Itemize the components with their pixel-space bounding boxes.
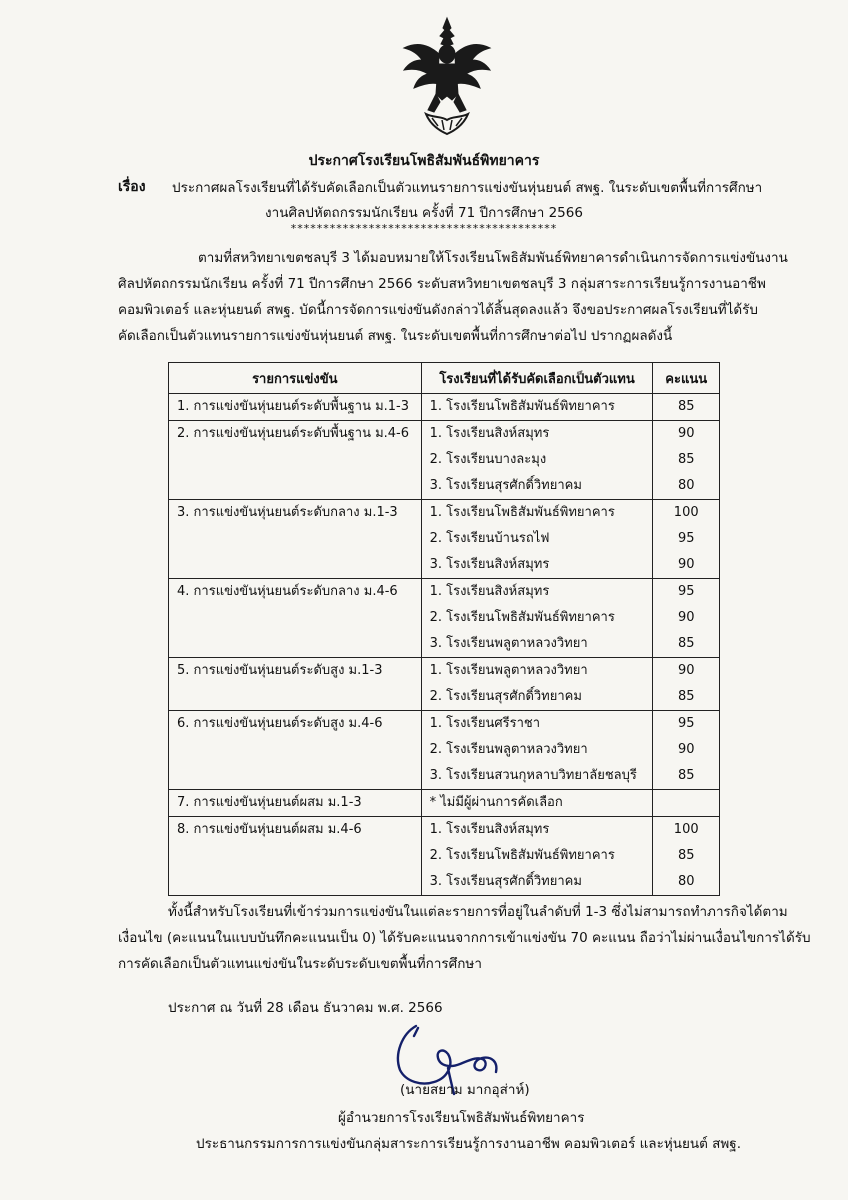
- score-value: 85: [677, 689, 695, 704]
- school-cell: [421, 817, 653, 896]
- score-value: 95: [677, 584, 695, 599]
- school-name: * ไม่มีผู้ผ่านการคัดเลือก: [429, 795, 563, 810]
- school-name: 3. โรงเรียนสุรศักดิ์วิทยาคม: [429, 874, 582, 889]
- school-cell: [421, 658, 653, 711]
- subject-text-line1: ประกาศผลโรงเรียนที่ได้รับคัดเลือกเป็นตัวแทนรายการแข่งขันหุ่นยนต์ สพฐ. ในระดับเขตพื้นที่การศึกษา: [172, 180, 763, 196]
- score-value: 100: [673, 822, 699, 837]
- competition-name: 2. การแข่งขันหุ่นยนต์ระดับพื้นฐาน ม.4-6: [177, 426, 410, 441]
- signer-position: ผู้อำนวยการโรงเรียนโพธิสัมพันธ์พิทยาคาร: [338, 1110, 585, 1126]
- school-name: 2. โรงเรียนโพธิสัมพันธ์พิทยาคาร: [429, 848, 615, 863]
- school-cell: [421, 421, 653, 500]
- score-value: 85: [677, 636, 695, 651]
- score-value: 85: [677, 768, 695, 783]
- school-name: 2. โรงเรียนพลูตาหลวงวิทยา: [429, 742, 588, 757]
- competition-cell: [169, 817, 422, 896]
- score-value: 85: [677, 848, 695, 863]
- score-cell: [653, 421, 720, 500]
- competition-cell: [169, 579, 422, 658]
- competition-cell: [169, 394, 422, 421]
- score-value: 80: [677, 478, 695, 493]
- header-score: คะแนน: [653, 363, 720, 394]
- school-name: 3. โรงเรียนสวนกุหลาบวิทยาลัยชลบุรี: [429, 768, 637, 783]
- score-value: 90: [677, 557, 695, 572]
- table-row: [169, 421, 720, 500]
- score-cell: [653, 711, 720, 790]
- competition-cell: [169, 421, 422, 500]
- score-value: 90: [677, 742, 695, 757]
- school-name: 3. โรงเรียนสุรศักดิ์วิทยาคม: [429, 478, 582, 493]
- competition-cell: [169, 500, 422, 579]
- competition-cell: [169, 658, 422, 711]
- subject-label: เรื่อง: [118, 179, 146, 195]
- intro-line2: ศิลปหัตถกรรมนักเรียน ครั้งที่ 71 ปีการศึกษา 2566 ระดับสหวิทยาเขตชลบุรี 3 กลุ่มสาระการเรียนรู้การงานอาชีพ: [118, 276, 766, 292]
- competition-cell: [169, 711, 422, 790]
- table-row: [169, 817, 720, 896]
- intro-line3: คอมพิวเตอร์ และหุ่นยนต์ สพฐ. บัดนี้การจัดการแข่งขันดังกล่าวได้สิ้นสุดลงแล้ว จึงขอประกาศผลโรงเรียนที่ได้รับ: [118, 302, 758, 318]
- score-value: [653, 790, 719, 816]
- note-line3: การคัดเลือกเป็นตัวแทนแข่งขันในระดับระดับเขตพื้นที่การศึกษา: [118, 956, 482, 972]
- table-row: [169, 500, 720, 579]
- school-name: 1. โรงเรียนสิงห์สมุทร: [429, 426, 550, 441]
- school-name: 1. โรงเรียนโพธิสัมพันธ์พิทยาคาร: [429, 399, 615, 414]
- score-cell: [653, 500, 720, 579]
- score-value: 80: [677, 874, 695, 889]
- separator: *****************************************: [290, 222, 558, 235]
- school-name: 1. โรงเรียนศรีราชา: [429, 716, 541, 731]
- score-cell: [653, 579, 720, 658]
- school-name: 2. โรงเรียนสุรศักดิ์วิทยาคม: [429, 689, 582, 704]
- competition-cell: [169, 790, 422, 817]
- competition-name: 1. การแข่งขันหุ่นยนต์ระดับพื้นฐาน ม.1-3: [177, 399, 410, 414]
- table-row: [169, 394, 720, 421]
- score-value: 90: [677, 663, 695, 678]
- signer-name: (นายสยาม มากอุส่าห์): [400, 1082, 530, 1098]
- school-cell: [421, 790, 653, 817]
- school-name: 2. โรงเรียนโพธิสัมพันธ์พิทยาคาร: [429, 610, 615, 625]
- note-line1: ทั้งนี้สำหรับโรงเรียนที่เข้าร่วมการแข่งขันในแต่ละรายการที่อยู่ในลำดับที่ 1-3 ซึ่งไม่สามารถทำภารกิจได้ตาม: [168, 904, 788, 920]
- score-cell: [653, 658, 720, 711]
- intro-line4: คัดเลือกเป็นตัวแทนรายการแข่งขันหุ่นยนต์ สพฐ. ในระดับเขตพื้นที่การศึกษาต่อไป ปรากฏผลดังนี้: [118, 328, 673, 344]
- school-name: 3. โรงเรียนสิงห์สมุทร: [429, 557, 550, 572]
- announce-date: ประกาศ ณ วันที่ 28 เดือน ธันวาคม พ.ศ. 2566: [168, 1000, 443, 1016]
- school-name: 2. โรงเรียนบ้านรถไฟ: [429, 531, 550, 546]
- school-name: 1. โรงเรียนสิงห์สมุทร: [429, 584, 550, 599]
- note-line2: เงื่อนไข (คะแนนในแบบบันทึกคะแนนเป็น 0) ได้รับคะแนนจากการเข้าแข่งขัน 70 คะแนน ถือว่าไม่ผ่านเงื่อนไขการได้รับ: [118, 930, 811, 946]
- header-competition: รายการแข่งขัน: [169, 363, 422, 394]
- school-name: 1. โรงเรียนพลูตาหลวงวิทยา: [429, 663, 588, 678]
- competition-name: 6. การแข่งขันหุ่นยนต์ระดับสูง ม.4-6: [177, 716, 383, 731]
- header-school: โรงเรียนที่ได้รับคัดเลือกเป็นตัวแทน: [421, 363, 653, 394]
- score-cell: [653, 817, 720, 896]
- results-table: [168, 362, 720, 896]
- subject-text-line2: งานศิลปหัตถกรรมนักเรียน ครั้งที่ 71 ปีการศึกษา 2566: [265, 205, 583, 221]
- table-row: [169, 579, 720, 658]
- score-cell: [653, 790, 720, 817]
- score-value: 85: [677, 399, 695, 414]
- school-cell: [421, 579, 653, 658]
- school-cell: [421, 394, 653, 421]
- competition-name: 4. การแข่งขันหุ่นยนต์ระดับกลาง ม.4-6: [177, 584, 398, 599]
- score-value: 90: [677, 610, 695, 625]
- intro-line1: ตามที่สหวิทยาเขตชลบุรี 3 ได้มอบหมายให้โรงเรียนโพธิสัมพันธ์พิทยาคารดำเนินการจัดการแข่งขันงาน: [198, 250, 788, 266]
- school-name: 3. โรงเรียนพลูตาหลวงวิทยา: [429, 636, 588, 651]
- school-name: 1. โรงเรียนโพธิสัมพันธ์พิทยาคาร: [429, 505, 615, 520]
- school-name: 1. โรงเรียนสิงห์สมุทร: [429, 822, 550, 837]
- page-title: ประกาศโรงเรียนโพธิสัมพันธ์พิทยาคาร: [308, 153, 540, 169]
- school-name: 2. โรงเรียนบางละมุง: [429, 452, 547, 467]
- score-value: 85: [677, 452, 695, 467]
- table-row: [169, 711, 720, 790]
- school-cell: [421, 500, 653, 579]
- table-row: [169, 658, 720, 711]
- table-header-row: [169, 363, 720, 394]
- garuda-emblem-icon: [398, 14, 496, 138]
- competition-name: 3. การแข่งขันหุ่นยนต์ระดับกลาง ม.1-3: [177, 505, 398, 520]
- signer-committee: ประธานกรรมการการแข่งขันกลุ่มสาระการเรียนรู้การงานอาชีพ คอมพิวเตอร์ และหุ่นยนต์ สพฐ.: [196, 1136, 742, 1152]
- score-value: 95: [677, 716, 695, 731]
- score-cell: [653, 394, 720, 421]
- table-row: [169, 790, 720, 817]
- competition-name: 8. การแข่งขันหุ่นยนต์ผสม ม.4-6: [177, 822, 362, 837]
- score-value: 100: [673, 505, 699, 520]
- competition-name: 5. การแข่งขันหุ่นยนต์ระดับสูง ม.1-3: [177, 663, 383, 678]
- score-value: 90: [677, 426, 695, 441]
- competition-name: 7. การแข่งขันหุ่นยนต์ผสม ม.1-3: [177, 795, 362, 810]
- score-value: 95: [677, 531, 695, 546]
- school-cell: [421, 711, 653, 790]
